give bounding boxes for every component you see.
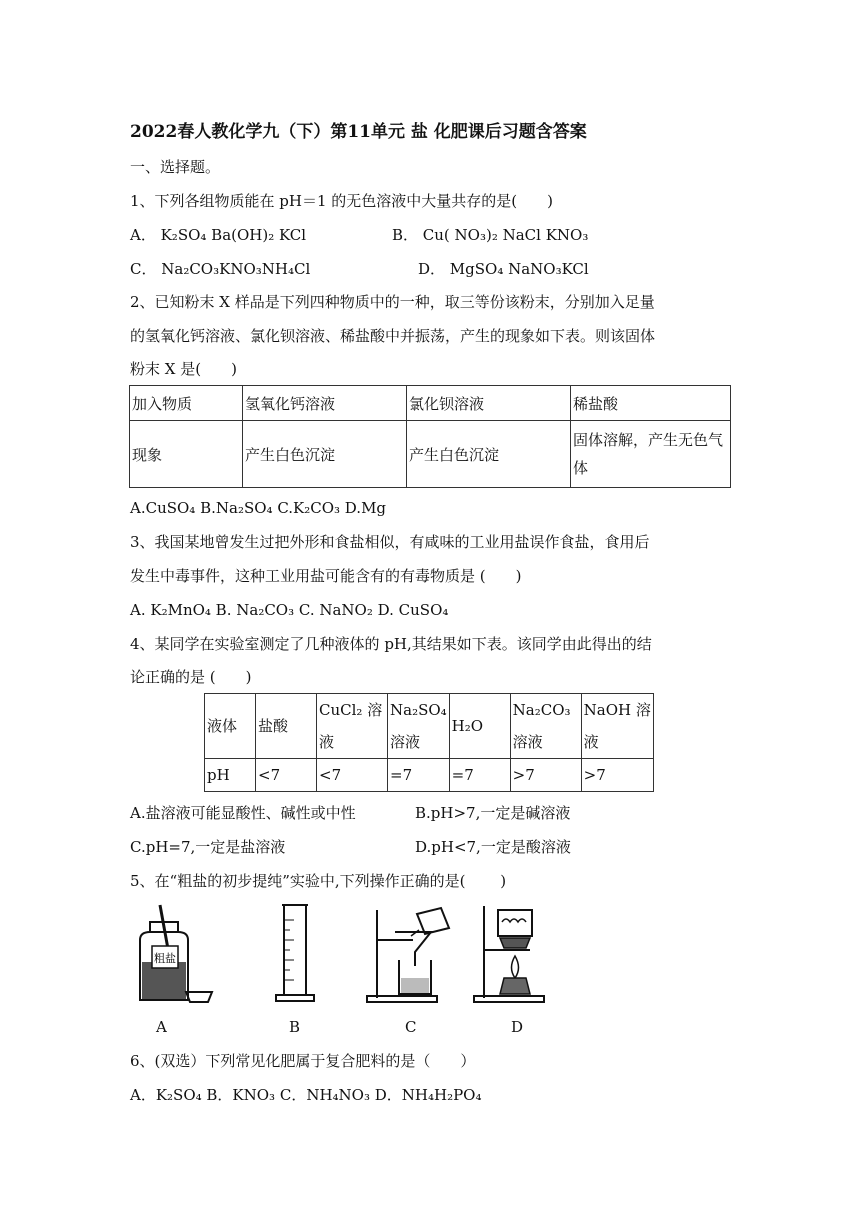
table-cell: Na₂SO₄ 溶液 [388, 694, 450, 759]
table-cell: NaOH 溶液 [581, 694, 653, 759]
q2-options: A.CuSO₄ B.Na₂SO₄ C.K₂CO₃ D.Mg [130, 499, 387, 517]
table-cell: 盐酸 [256, 694, 317, 759]
table-cell: Na₂CO₃ 溶液 [510, 694, 581, 759]
figure-b-graduated-cylinder [270, 900, 320, 1005]
table-cell: 液体 [205, 694, 256, 759]
table-cell: =7 [388, 759, 450, 792]
table-cell: H₂O [449, 694, 510, 759]
table-row [205, 694, 654, 759]
q2-table [129, 385, 731, 488]
figure-label-d: D [511, 1018, 524, 1036]
table-cell: 现象 [130, 421, 243, 488]
q1-option-c: C． Na₂CO₃KNO₃NH₄Cl [130, 260, 311, 278]
bottle-label: 粗盐 [154, 952, 176, 965]
q4-line2: 论正确的是 ( ) [130, 668, 252, 686]
q2-line2: 的氢氧化钙溶液、氯化钡溶液、稀盐酸中并振荡，产生的现象如下表。则该固体 [130, 327, 656, 345]
q5-stem: 5、在“粗盐的初步提纯”实验中,下列操作正确的是( ) [130, 872, 507, 890]
figure-label-c: C [405, 1018, 417, 1036]
table-cell: 氯化钡溶液 [407, 386, 571, 421]
figure-label-b: B [289, 1018, 301, 1036]
table-cell: 产生白色沉淀 [243, 421, 407, 488]
figure-c-filtration [365, 900, 455, 1005]
table-cell: pH [205, 759, 256, 792]
table-cell: 加入物质 [130, 386, 243, 421]
q2-line1: 2、已知粉末 X 样品是下列四种物质中的一种，取三等份该粉末，分别加入足量 [130, 293, 655, 311]
table-cell: 固体溶解，产生无色气体 [571, 421, 731, 488]
q1-option-d: D． MgSO₄ NaNO₃KCl [418, 260, 589, 278]
section-heading: 一、选择题。 [130, 158, 221, 176]
q4-line1: 4、某同学在实验室测定了几种液体的 pH,其结果如下表。该同学由此得出的结 [130, 635, 652, 653]
table-cell: CuCl₂ 溶液 [317, 694, 388, 759]
table-cell: 产生白色沉淀 [407, 421, 571, 488]
table-cell: >7 [581, 759, 653, 792]
figure-d-evaporation [470, 900, 550, 1005]
q6-options: A．K₂SO₄ B．KNO₃ C．NH₄NO₃ D．NH₄H₂PO₄ [130, 1086, 482, 1104]
table-row [130, 421, 731, 488]
q6-stem: 6、(双选）下列常见化肥属于复合肥料的是（ ） [130, 1052, 476, 1070]
table-cell: <7 [317, 759, 388, 792]
q3-line1: 3、我国某地曾发生过把外形和食盐相似，有咸味的工业用盐误作食盐，食用后 [130, 533, 650, 551]
q1-stem: 1、下列各组物质能在 pH＝1 的无色溶液中大量共存的是( ) [130, 192, 554, 210]
q3-line2: 发生中毒事件，这种工业用盐可能含有的有毒物质是 ( ) [130, 567, 522, 585]
q4-option-b: B.pH>7,一定是碱溶液 [415, 804, 571, 822]
page-title: 2022春人教化学九（下）第11单元 盐 化肥课后习题含答案 [130, 122, 587, 142]
q4-option-a: A.盐溶液可能显酸性、碱性或中性 [130, 804, 356, 822]
table-cell: 氢氧化钙溶液 [243, 386, 407, 421]
q2-line3: 粉末 X 是( ) [130, 360, 237, 378]
figure-label-a: A [156, 1018, 167, 1036]
table-cell: =7 [449, 759, 510, 792]
table-cell: <7 [256, 759, 317, 792]
q1-option-a: A． K₂SO₄ Ba(OH)₂ KCl [130, 226, 307, 244]
q4-option-c: C.pH=7,一定是盐溶液 [130, 838, 286, 856]
table-cell: 稀盐酸 [571, 386, 731, 421]
q4-option-d: D.pH<7,一定是酸溶液 [415, 838, 571, 856]
q4-table [204, 693, 654, 792]
figure-a-salt-bottle [130, 900, 220, 1005]
table-row [205, 759, 654, 792]
table-row [130, 386, 731, 421]
q1-option-b: B． Cu( NO₃)₂ NaCl KNO₃ [392, 226, 589, 244]
table-cell: >7 [510, 759, 581, 792]
q3-options: A. K₂MnO₄ B. Na₂CO₃ C. NaNO₂ D. CuSO₄ [130, 601, 449, 619]
